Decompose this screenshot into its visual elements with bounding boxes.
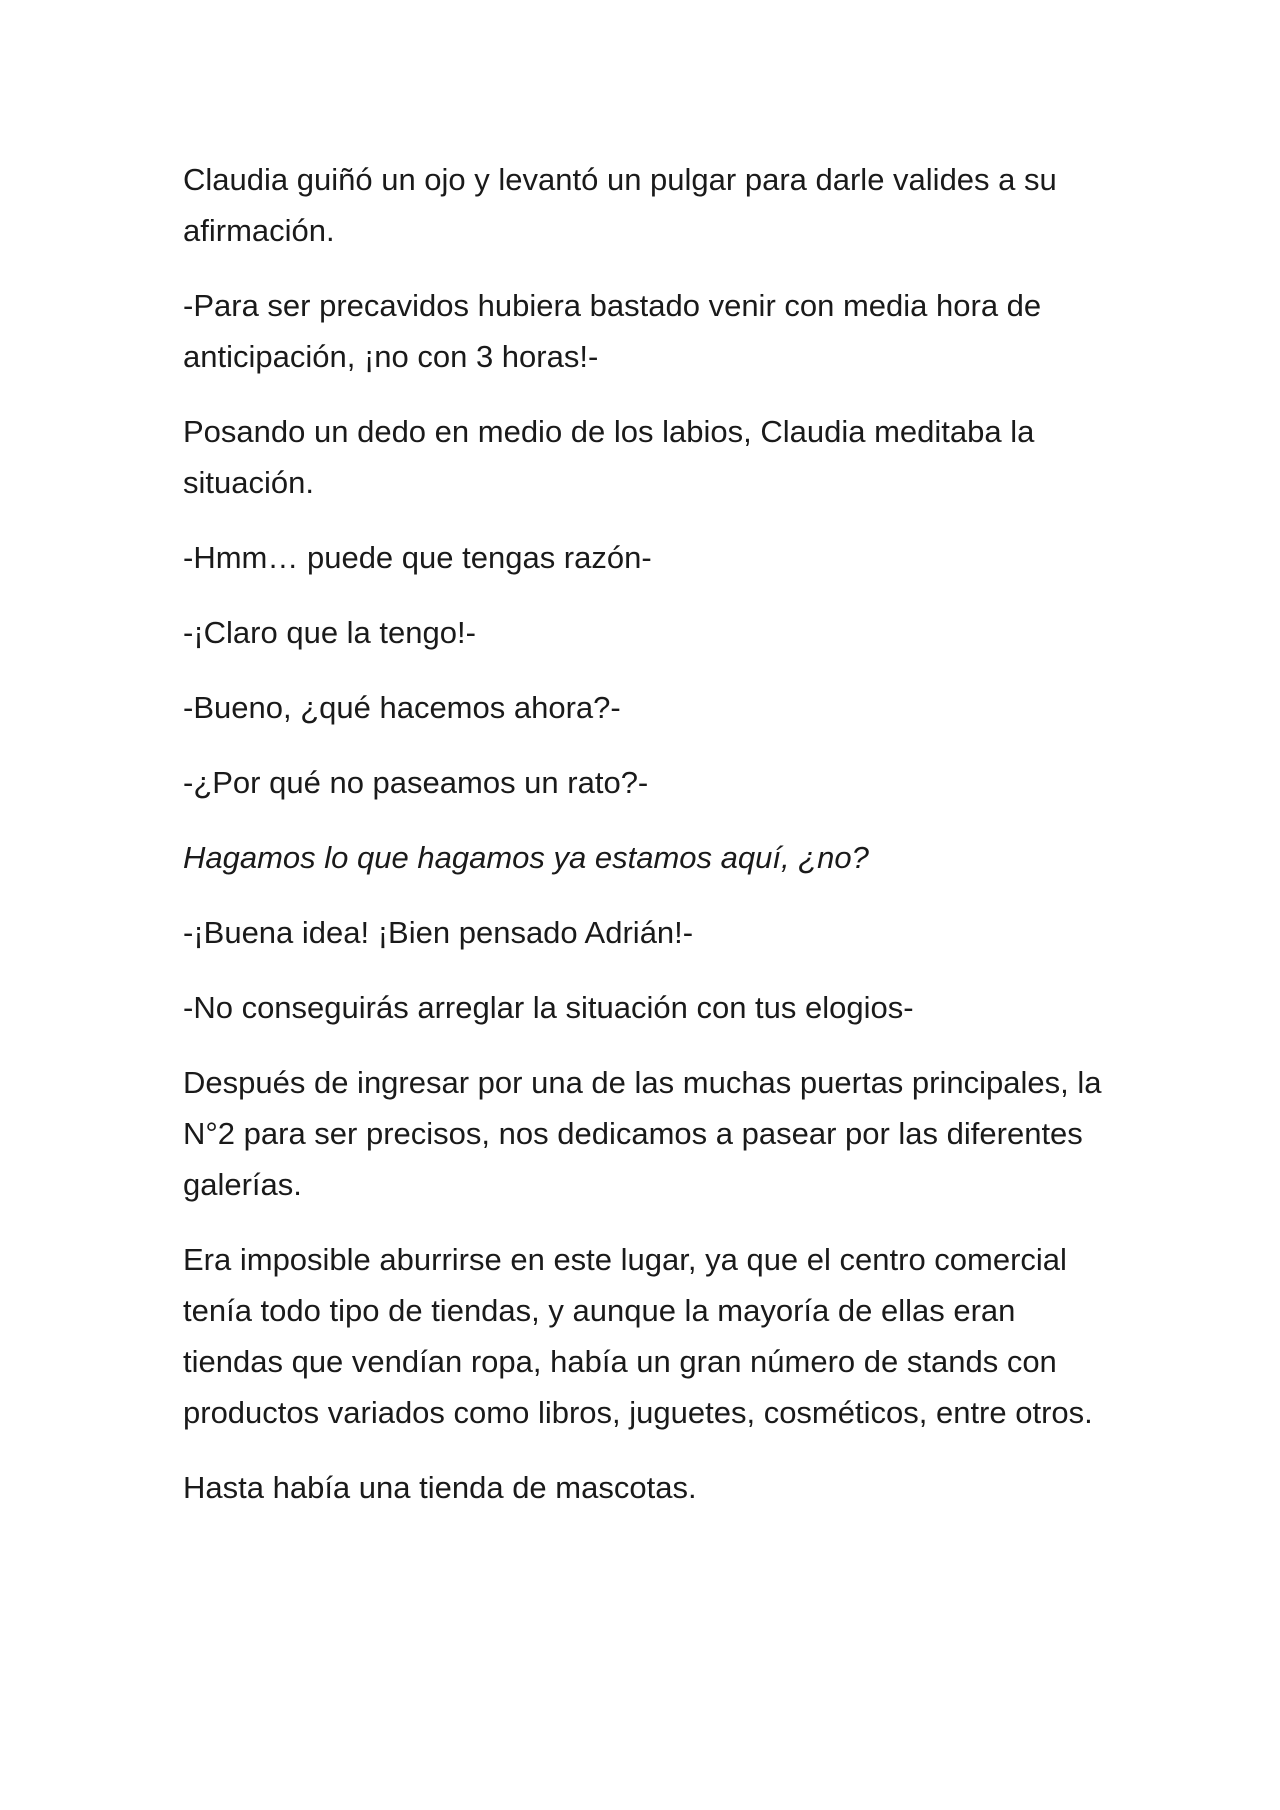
paragraph: Hasta había una tienda de mascotas. [183, 1470, 697, 1505]
paragraph: -Bueno, ¿qué hacemos ahora?- [183, 690, 621, 725]
paragraph: Era imposible aburrirse en este lugar, ya que el centro comercial tenía todo tipo de tiendas, y aunque la mayoría de ellas eran tiendas que vendían ropa, había un gran número de stands con productos variados como libros, juguetes, cosméticos, entre otros. [183, 1242, 1093, 1430]
paragraph: -No conseguirás arreglar la situación con tus elogios- [183, 990, 914, 1025]
paragraph: Después de ingresar por una de las muchas puertas principales, la N°2 para ser precisos, nos dedicamos a pasear por las diferentes galerías. [183, 1065, 1102, 1202]
italic-paragraph: Hagamos lo que hagamos ya estamos aquí, ¿no? [183, 840, 869, 875]
paragraph: -¿Por qué no paseamos un rato?- [183, 765, 649, 800]
paragraph: -¡Claro que la tengo!- [183, 615, 476, 650]
document-body [183, 154, 1123, 1537]
paragraph: -Hmm… puede que tengas razón- [183, 540, 652, 575]
paragraph: -¡Buena idea! ¡Bien pensado Adrián!- [183, 915, 694, 950]
paragraph: -Para ser precavidos hubiera bastado venir con media hora de anticipación, ¡no con 3 horas!- [183, 288, 1042, 374]
paragraph: Posando un dedo en medio de los labios, Claudia meditaba la situación. [183, 414, 1035, 500]
paragraph: Claudia guiñó un ojo y levantó un pulgar para darle valides a su afirmación. [183, 162, 1057, 248]
